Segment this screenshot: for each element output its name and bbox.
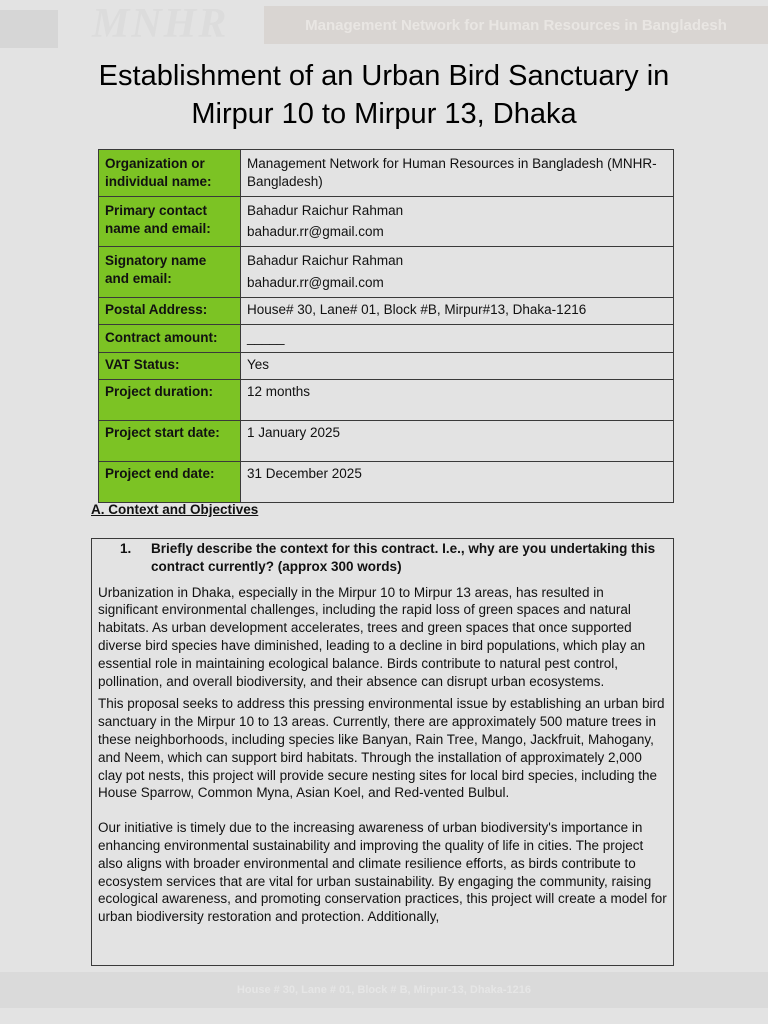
signatory-name: Bahadur Raichur Rahman — [247, 253, 404, 268]
context-paragraph: Urbanization in Dhaka, especially in the Mirpur 10 to Mirpur 13 areas, has resulted in significant environmental challenges, including the rapid loss of green spaces and natural habitats. As urban development accelerates, trees and green spaces that once supported diverse bird species have diminished, leading to a decline in bird populations, which play an essential role in maintaining ecological balance. Birds contribute to natural pest control, pollination, and overall biodiversity, and their absence can disrupt urban ecosystems. — [98, 584, 646, 689]
row-label: Signatory name and email: — [99, 247, 241, 298]
table-row — [99, 462, 674, 503]
signatory-email: bahadur.rr@gmail.com — [247, 275, 384, 290]
row-value: _____ — [241, 325, 674, 353]
document-title: Establishment of an Urban Bird Sanctuary in Mirpur 10 to Mirpur 13, Dhaka — [98, 60, 670, 130]
question-text: Briefly describe the context for this contract. I.e., why are you undertaking this contract currently? (approx 300 words) — [151, 541, 656, 574]
context-box — [91, 538, 674, 966]
row-label: Organization or individual name: — [99, 150, 241, 197]
row-value: 1 January 2025 — [241, 421, 674, 462]
footer-address: House # 30, Lane # 01, Block # B, Mirpur-13, Dhaka-1216 — [0, 972, 768, 1008]
row-label: Project end date: — [99, 462, 241, 503]
row-label: Primary contact name and email: — [99, 197, 241, 247]
contact-name: Bahadur Raichur Rahman — [247, 203, 404, 218]
section-heading: A. Context and Objectives — [91, 502, 259, 517]
context-paragraph: Our initiative is timely due to the increasing awareness of urban biodiversity's importance in enhancing environmental sustainability and improving the quality of life in cities. The project also aligns with broader environmental and climate resilience efforts, as birds contribute to ecosystem services that are vital for urban sustainability. By engaging the community, raising ecological awareness, and promoting conservation practices, this project will create a model for urban biodiversity restoration and protection. Additionally, — [98, 820, 667, 925]
row-value: Yes — [241, 353, 674, 380]
row-label: Postal Address: — [99, 298, 241, 325]
row-value — [241, 247, 674, 298]
question — [98, 540, 667, 576]
letterhead-block — [0, 10, 58, 48]
row-label: Project start date: — [99, 421, 241, 462]
row-label: VAT Status: — [99, 353, 241, 380]
table-row — [99, 353, 674, 380]
table-row — [99, 150, 674, 197]
letterhead-logo: MNHR — [92, 1, 229, 47]
context-paragraph: This proposal seeks to address this pressing environmental issue by establishing an urban bird sanctuary in the Mirpur 10 to 13 areas. Currently, there are approximately 500 mature trees in these neighborhoods, including species like Banyan, Rain Tree, Mango, Jackfruit, Mahogany, and Neem, which can support bird habitats. Through the installation of approximately 2,000 clay pot nests, this project will provide secure nesting sites for local bird species, including the House Sparrow, Common Myna, Asian Koel, and Red-vented Bulbul. — [98, 696, 665, 801]
letterhead-banner: Management Network for Human Resources in Bangladesh — [264, 6, 768, 44]
row-value: 31 December 2025 — [241, 462, 674, 503]
table-row — [99, 247, 674, 298]
question-number: 1. — [120, 541, 132, 556]
row-value — [241, 197, 674, 247]
row-label: Contract amount: — [99, 325, 241, 353]
table-row — [99, 380, 674, 421]
row-value: 12 months — [241, 380, 674, 421]
row-label: Project duration: — [99, 380, 241, 421]
project-info-table — [98, 149, 674, 503]
row-value: House# 30, Lane# 01, Block #B, Mirpur#13, Dhaka-1216 — [241, 298, 674, 325]
contact-email: bahadur.rr@gmail.com — [247, 224, 384, 239]
table-row — [99, 298, 674, 325]
table-row — [99, 325, 674, 353]
table-row — [99, 197, 674, 247]
table-row — [99, 421, 674, 462]
row-value: Management Network for Human Resources in Bangladesh (MNHR-Bangladesh) — [241, 150, 674, 197]
